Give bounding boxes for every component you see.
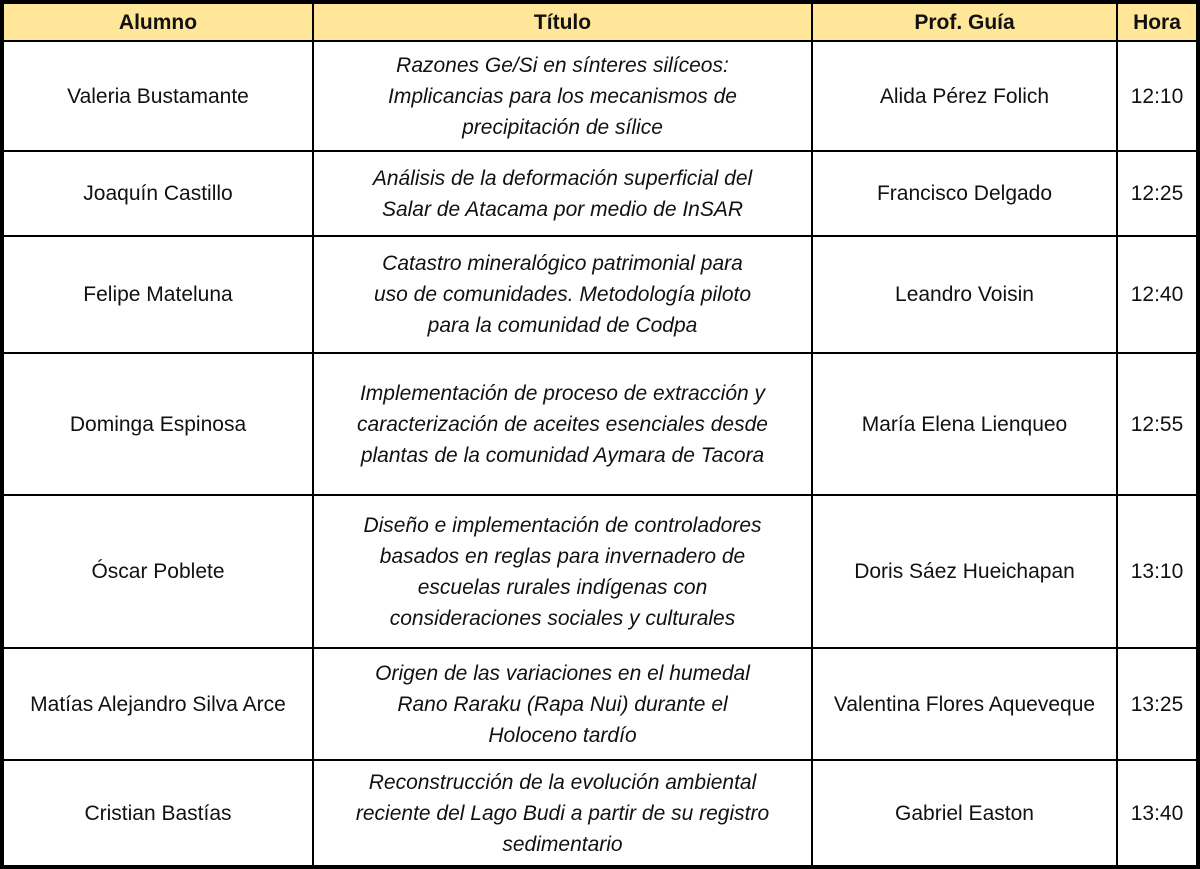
advisor-name: Gabriel Easton xyxy=(812,760,1117,867)
table-row xyxy=(2,760,1198,867)
title-line: Catastro mineralógico patrimonial para xyxy=(382,252,743,275)
title-line: consideraciones sociales y culturales xyxy=(389,606,736,630)
header-row xyxy=(2,2,1198,41)
title-line: Análisis de la deformación superficial del xyxy=(372,166,753,190)
title-line: plantas de la comunidad Aymara de Tacora xyxy=(360,443,765,467)
time: 12:25 xyxy=(1117,151,1198,236)
table-row xyxy=(2,41,1198,151)
title-line: precipitación de sílice xyxy=(462,115,663,139)
advisor-name: Leandro Voisin xyxy=(812,236,1117,353)
title-line: basados en reglas para invernadero de xyxy=(379,544,746,568)
title-line: Origen de las variaciones en el humedal xyxy=(375,661,750,685)
title-line: caracterización de aceites esenciales desde xyxy=(357,412,768,436)
title-line: Holoceno tardío xyxy=(488,723,637,747)
time: 13:10 xyxy=(1117,495,1198,648)
advisor-name: Valentina Flores Aqueveque xyxy=(812,648,1117,760)
table-row xyxy=(2,495,1198,648)
student-name: Matías Alejandro Silva Arce xyxy=(2,648,313,760)
student-name: Valeria Bustamante xyxy=(2,41,313,151)
student-name: Dominga Espinosa xyxy=(2,353,313,495)
title-line: Implicancias para los mecanismos de xyxy=(388,84,737,108)
time: 12:10 xyxy=(1117,41,1198,151)
title-line: reciente del Lago Budi a partir de su registro xyxy=(355,801,770,825)
thesis-title xyxy=(313,353,812,495)
table-row xyxy=(2,151,1198,236)
thesis-title xyxy=(313,236,812,353)
thesis-title xyxy=(313,495,812,648)
header-alumno: Alumno xyxy=(2,2,313,41)
thesis-title xyxy=(313,648,812,760)
title-line: Reconstrucción de la evolución ambiental xyxy=(368,770,757,794)
title-line: sedimentario xyxy=(502,832,623,856)
student-name: Joaquín Castillo xyxy=(2,151,313,236)
thesis-title xyxy=(313,41,812,151)
advisor-name: Alida Pérez Folich xyxy=(812,41,1117,151)
table-row xyxy=(2,353,1198,495)
title-line: Implementación de proceso de extracción y xyxy=(359,381,766,405)
time: 12:55 xyxy=(1117,353,1198,495)
thesis-title xyxy=(313,760,812,867)
header-prof-guia: Prof. Guía xyxy=(812,2,1117,41)
title-line: uso de comunidades. Metodología piloto xyxy=(373,283,752,306)
advisor-name: Doris Sáez Hueichapan xyxy=(812,495,1117,648)
header-hora: Hora xyxy=(1117,2,1198,41)
student-name: Óscar Poblete xyxy=(2,495,313,648)
time: 13:40 xyxy=(1117,760,1198,867)
header-titulo: Título xyxy=(313,2,812,41)
student-name: Felipe Mateluna xyxy=(2,236,313,353)
title-line: escuelas rurales indígenas con xyxy=(417,575,708,599)
time: 13:25 xyxy=(1117,648,1198,760)
title-line: para la comunidad de Codpa xyxy=(427,314,698,337)
title-line: Diseño e implementación de controladores xyxy=(363,513,762,537)
advisor-name: Francisco Delgado xyxy=(812,151,1117,236)
student-name: Cristian Bastías xyxy=(2,760,313,867)
table-row xyxy=(2,648,1198,760)
title-line: Salar de Atacama por medio de InSAR xyxy=(381,197,744,221)
advisor-name: María Elena Lienqueo xyxy=(812,353,1117,495)
table-row xyxy=(2,236,1198,353)
time: 12:40 xyxy=(1117,236,1198,353)
title-line: Razones Ge/Si en sínteres silíceos: xyxy=(396,53,729,77)
thesis-title xyxy=(313,151,812,236)
title-line: Rano Raraku (Rapa Nui) durante el xyxy=(397,692,728,716)
